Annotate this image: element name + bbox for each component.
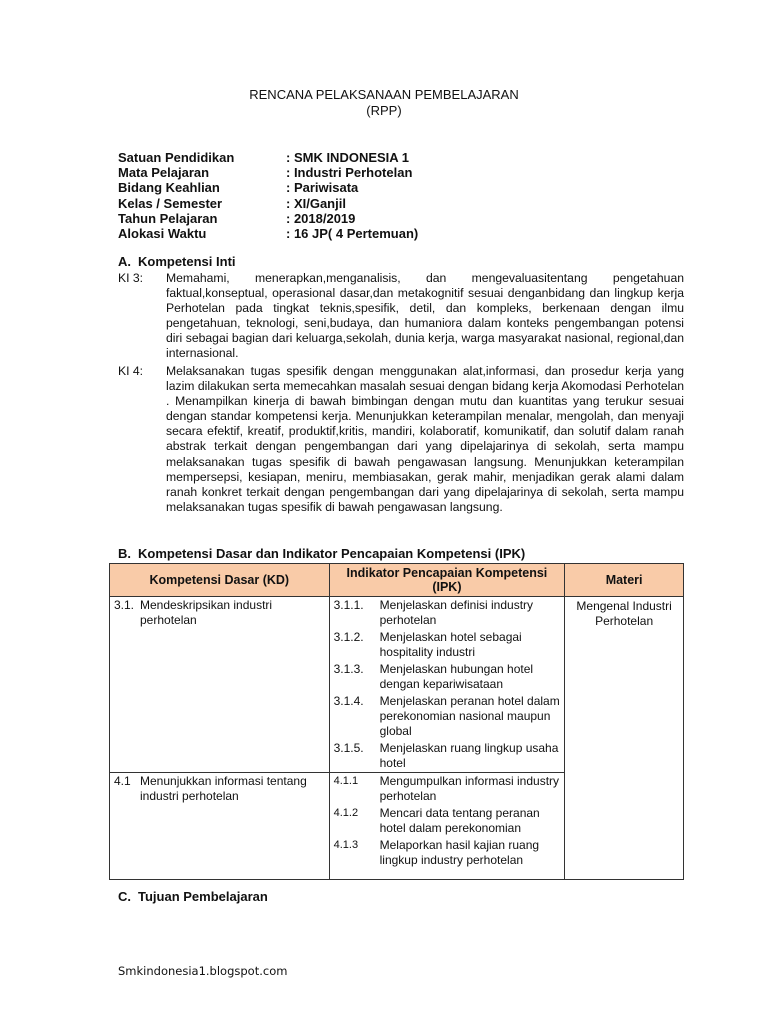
materi-cell: Mengenal Industri Perhotelan (565, 597, 684, 880)
ipk-cell (329, 773, 565, 880)
ipk-number: 3.1.2. (333, 630, 364, 644)
ipk-text: Mengumpulkan informasi industry perhotelan (379, 774, 560, 803)
section-title: Tujuan Pembelajaran (138, 889, 268, 904)
section-title: Kompetensi Dasar dan Indikator Pencapaian Kompetensi (IPK) (138, 546, 526, 561)
ipk-item (334, 806, 561, 836)
ipk-number: 4.1.2 (333, 807, 359, 819)
identity-label: Bidang Keahlian (118, 180, 220, 196)
column-header-materi: Materi (565, 564, 684, 597)
identity-value: : XI/Ganjil (286, 195, 346, 211)
kd-number: 4.1 (114, 774, 131, 788)
section-number: B. (118, 546, 131, 561)
identity-label: Kelas / Semester (118, 195, 223, 211)
ipk-text: Menjelaskan peranan hotel dalam perekonomian nasional maupun global (379, 694, 560, 738)
identity-value: : Industri Perhotelan (286, 165, 413, 181)
section-c-heading (118, 889, 268, 904)
section-b-heading (118, 546, 525, 561)
identity-label: Mata Pelajaran (118, 165, 210, 181)
kd-text: Menunjukkan informasi tentang industri perhotelan (140, 774, 307, 803)
ipk-item (334, 694, 561, 739)
ipk-number: 3.1.1. (333, 598, 364, 612)
identity-label: Tahun Pelajaran (118, 210, 218, 226)
ipk-text: Menjelaskan hubungan hotel dengan kepariwisataan (379, 662, 534, 691)
identity-row (118, 211, 418, 226)
ipk-text: Menjelaskan definisi industry perhotelan (379, 598, 534, 627)
ipk-number: 3.1.3. (333, 662, 364, 676)
ki4-text: Melaksanakan tugas spesifik dengan menggunakan alat,informasi, dan prosedur kerja yang lazim dilakukan serta memecahkan masalah sesuai dengan bidang kerja Akomodasi Perhotelan . Menampilkan kinerja di bawah bimbingan dengan mutu dan kuantitas yang terukur sesuai dengan standar kompetensi kerja. Menunjukkan keterampilan menalar, mengolah, dan menyaji secara efektif, kreatif, produktif,kritis, mandiri, kolaboratif, komunikatif, dan solutif dalam ranah abstrak terkait dengan pengembangan dari yang dipelajarinya di sekolah, serta mampu melaksanakan tugas spesifik di bawah pengawasan langsung. Menunjukkan keterampilan mempersepsi, kesiapan, meniru, membiasakan, gerak mahir, menjadikan gerak alami dalam ranah konkret terkait dengan pengembangan dari yang dipelajarinya di sekolah, serta mampu melaksanakan tugas spesifik di bawah pengawasan langsung. (166, 364, 684, 514)
ipk-text: Mencari data tentang peranan hotel dalam perekonomian (379, 806, 540, 835)
ipk-number: 4.1.3 (333, 839, 359, 851)
section-number: C. (118, 889, 131, 904)
footer-url: Smkindonesia1.blogspot.com (118, 964, 288, 978)
kd-cell (110, 597, 330, 773)
identity-value: : Pariwisata (286, 180, 359, 196)
ipk-number: 3.1.5. (333, 741, 364, 755)
kd-cell (110, 773, 330, 880)
ki3-block (118, 271, 684, 362)
column-header-ipk: Indikator Pencapaian Kompetensi (IPK) (329, 564, 565, 597)
ipk-item (334, 838, 561, 868)
table-header-row (110, 564, 684, 597)
ki4-block (118, 364, 684, 515)
identity-label: Alokasi Waktu (118, 226, 207, 242)
kd-text: Mendeskripsikan industri perhotelan (140, 598, 273, 627)
table-row (110, 597, 684, 773)
column-header-kd: Kompetensi Dasar (KD) (110, 564, 330, 597)
kd-number: 3.1. (114, 598, 135, 612)
identity-row (118, 150, 418, 165)
identity-row (118, 226, 418, 241)
identity-row (118, 165, 418, 180)
section-a-heading (118, 254, 236, 269)
ipk-item (334, 741, 561, 771)
identity-value: : SMK INDONESIA 1 (286, 150, 410, 165)
ipk-item (334, 598, 561, 628)
ipk-cell (329, 597, 565, 773)
ipk-text: Menjelaskan ruang lingkup usaha hotel (379, 741, 559, 770)
document-subtitle: (RPP) (366, 103, 402, 118)
section-number: A. (118, 254, 131, 269)
kd-ipk-table (109, 563, 684, 880)
ipk-item (334, 774, 561, 804)
ipk-number: 4.1.1 (333, 775, 359, 787)
ipk-text: Melaporkan hasil kajian ruang lingkup industry perhotelan (379, 838, 540, 867)
ipk-item (334, 630, 561, 660)
ki4-label: KI 4: (118, 364, 144, 378)
ipk-number: 3.1.4. (333, 694, 364, 708)
kd-item (114, 598, 325, 628)
identity-value: : 2018/2019 (286, 210, 356, 226)
ipk-item (334, 662, 561, 692)
identity-value: : 16 JP( 4 Pertemuan) (286, 226, 419, 242)
identity-label: Satuan Pendidikan (118, 150, 235, 165)
identity-block (118, 150, 418, 241)
kd-item (114, 774, 325, 804)
ki3-text: Memahami, menerapkan,menganalisis, dan mengevaluasitentang pengetahuan faktual,konseptual, operasional dasar,dan metakognitif sesuai denganbidang dan lingkup kerja Perhotelan pada tingkat teknis,spesifik, detil, dan kompleks, berkenaan dengan ilmu pengetahuan, teknologi, seni,budaya, dan humaniora dalam konteks pengembangan potensi diri sebagai bagian dari keluarga,sekolah, dunia kerja, warga masyarakat nasional, regional,dan internasional. (166, 271, 684, 361)
ki3-label: KI 3: (118, 271, 144, 285)
identity-row (118, 196, 418, 211)
section-title: Kompetensi Inti (138, 254, 236, 269)
ipk-text: Menjelaskan hotel sebagai hospitality industri (379, 630, 522, 659)
identity-row (118, 180, 418, 195)
document-title: RENCANA PELAKSANAAN PEMBELAJARAN (249, 87, 519, 102)
